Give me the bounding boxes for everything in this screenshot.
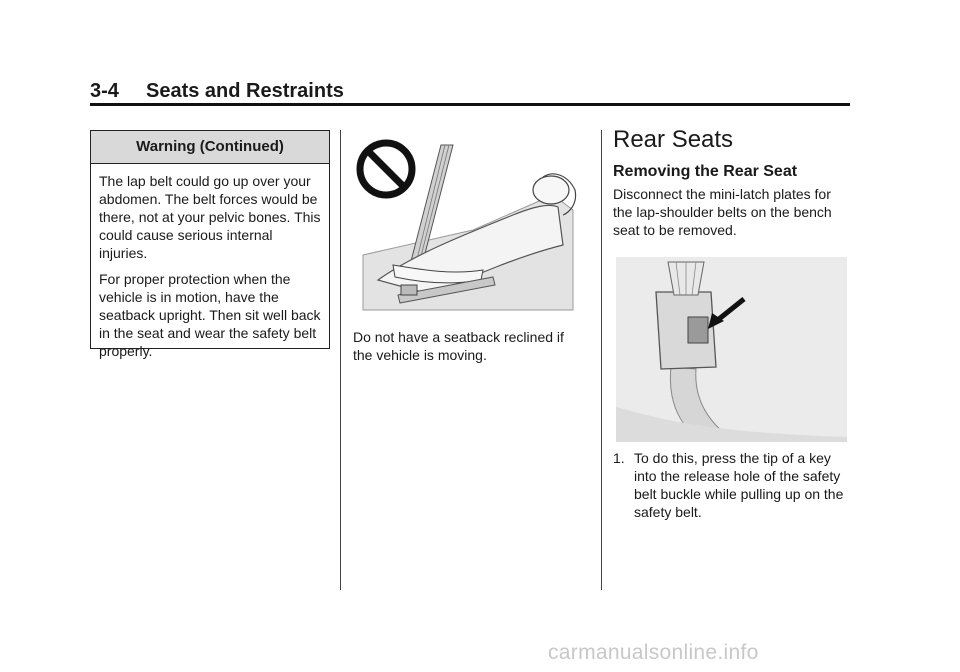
header-rule xyxy=(90,103,850,106)
subsection-heading: Removing the Rear Seat xyxy=(613,163,798,180)
page-number: 3-4 xyxy=(90,80,119,102)
list-item xyxy=(613,449,853,521)
watermark: carmanualsonline.info xyxy=(548,641,759,664)
reclined-seat-illustration xyxy=(353,135,580,313)
warning-title: Warning (Continued) xyxy=(91,131,329,164)
belt-buckle-illustration xyxy=(616,257,847,442)
warning-box xyxy=(90,130,330,359)
section-heading: Rear Seats xyxy=(613,126,734,153)
section-title: Seats and Restraints xyxy=(146,80,344,102)
warning-paragraph: For proper protection when the vehicle is in motion, have the seatback upright. Then sit well back in the seat and wear the safety belt properly. xyxy=(99,271,321,359)
step-text: To do this, press the tip of a key into the release hole of the safety belt buckle while pulling up on the safety belt. xyxy=(634,450,844,520)
column-divider xyxy=(601,130,602,590)
warning-paragraph: The lap belt could go up over your abdomen. The belt forces would be there, not at your pelvic bones. This could cause serious internal injuries. xyxy=(99,173,321,261)
intro-paragraph: Disconnect the mini-latch plates for the lap-shoulder belts on the bench seat to be removed. xyxy=(613,186,832,238)
figure-caption: Do not have a seatback reclined if the vehicle is moving. xyxy=(353,329,564,363)
column-divider xyxy=(340,130,341,590)
prohibition-icon xyxy=(360,143,412,195)
step-number: 1. xyxy=(613,450,625,466)
